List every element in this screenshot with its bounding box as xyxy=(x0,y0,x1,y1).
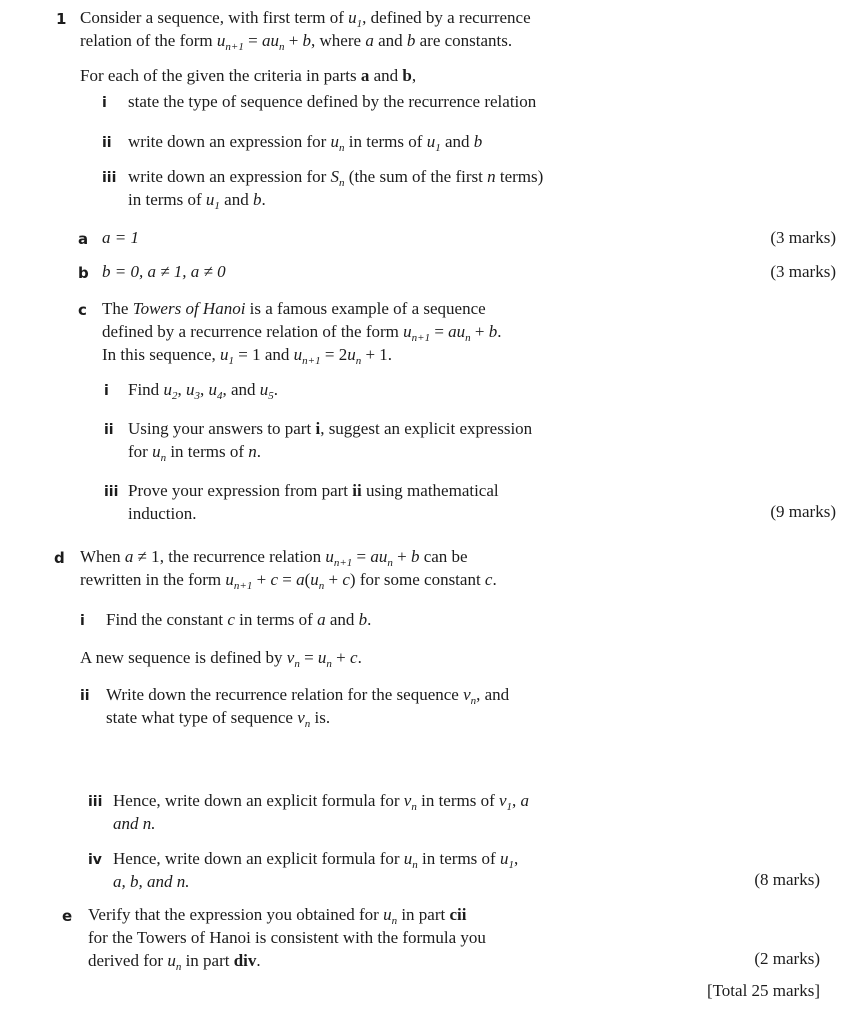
part-b-marks: (3 marks) xyxy=(770,262,836,281)
part-c-i-label: i xyxy=(104,383,109,399)
part-b-expr: b = 0, a ≠ 1, a ≠ 0 xyxy=(102,262,226,281)
part-d-i-text: Find the constant c in terms of a and b. xyxy=(106,610,372,629)
criteria-iii-label: iii xyxy=(102,170,117,186)
part-a-marks: (3 marks) xyxy=(770,228,836,247)
part-e-label: e xyxy=(62,907,73,925)
criteria-ii-label: ii xyxy=(102,135,112,151)
part-c-iii-text: Prove your expression from part ii using mathematical induction. xyxy=(128,481,499,523)
part-b-label: b xyxy=(78,264,89,282)
part-c-ii-text: Using your answers to part i, suggest an explicit expression for $u_n$ in terms of n. xyxy=(128,419,533,464)
part-d-iii-text: Hence, write down an explicit formula for $v_n$ in terms of $v_1$, a and n. xyxy=(113,791,530,833)
part-c-text: The Towers of Hanoi is a famous example of a sequence defined by a recurrence relation of the form $u_{n+1} = au_n + b$. In this sequence, $u_1 = 1$ and $u_{n+1} = 2u_n + 1$. xyxy=(102,299,502,367)
criteria-i-label: i xyxy=(102,95,107,111)
part-e-text: Verify that the expression you obtained for $u_n$ in part cii for the Towers of Hanoi is consistent with the formula you derived for $u_n$ in part div. xyxy=(88,905,486,973)
total-marks: [Total 25 marks] xyxy=(706,981,820,1000)
part-d-iv-text: Hence, write down an explicit formula for $u_n$ in terms of $u_1$, a, b, and n. xyxy=(113,849,519,891)
part-d-text: When a ≠ 1, the recurrence relation $u_{n+1} = au_n + b$ can be rewritten in the form $u_{n+1} + c = a(u_n + c)$ for some constant c. xyxy=(80,547,497,592)
part-e-marks: (2 marks) xyxy=(754,949,820,968)
criteria-iii-text: write down an expression for $S_n$ (the sum of the first n terms) in terms of $u_1$ and b. xyxy=(128,167,544,212)
part-c-marks: (9 marks) xyxy=(770,502,836,521)
part-c-ii-label: ii xyxy=(104,422,114,438)
part-c-label: c xyxy=(78,301,87,319)
part-d-iii-label: iii xyxy=(88,794,103,810)
part-c-i-text: Find $u_2$, $u_3$, $u_4$, and $u_5$. xyxy=(128,380,278,402)
part-d-new-sequence: A new sequence is defined by $v_n = u_n + c$. xyxy=(80,648,362,670)
question-intro: Consider a sequence, with first term of $u_1$, defined by a recurrence relation of the form $u_{n+1} = au_n + b$, where a and b are constants. xyxy=(80,8,531,53)
part-d-label: d xyxy=(54,549,65,567)
part-d-ii-label: ii xyxy=(80,688,90,704)
criteria-i-text: state the type of sequence defined by the recurrence relation xyxy=(128,92,537,111)
criteria-ii-text: write down an expression for $u_n$ in terms of $u_1$ and b xyxy=(128,132,483,154)
part-a-label: a xyxy=(78,230,89,248)
part-d-iv-label: iv xyxy=(88,852,102,868)
criteria-intro: For each of the given the criteria in parts a and b, xyxy=(80,66,417,85)
question-number: 1 xyxy=(56,10,67,28)
part-a-expr: a = 1 xyxy=(102,228,139,247)
part-c-iii-label: iii xyxy=(104,484,119,500)
part-d-marks: (8 marks) xyxy=(754,870,820,889)
part-d-ii-text: Write down the recurrence relation for the sequence $v_n$, and state what type of sequence $v_n$ is. xyxy=(106,685,510,730)
part-d-i-label: i xyxy=(80,613,85,629)
